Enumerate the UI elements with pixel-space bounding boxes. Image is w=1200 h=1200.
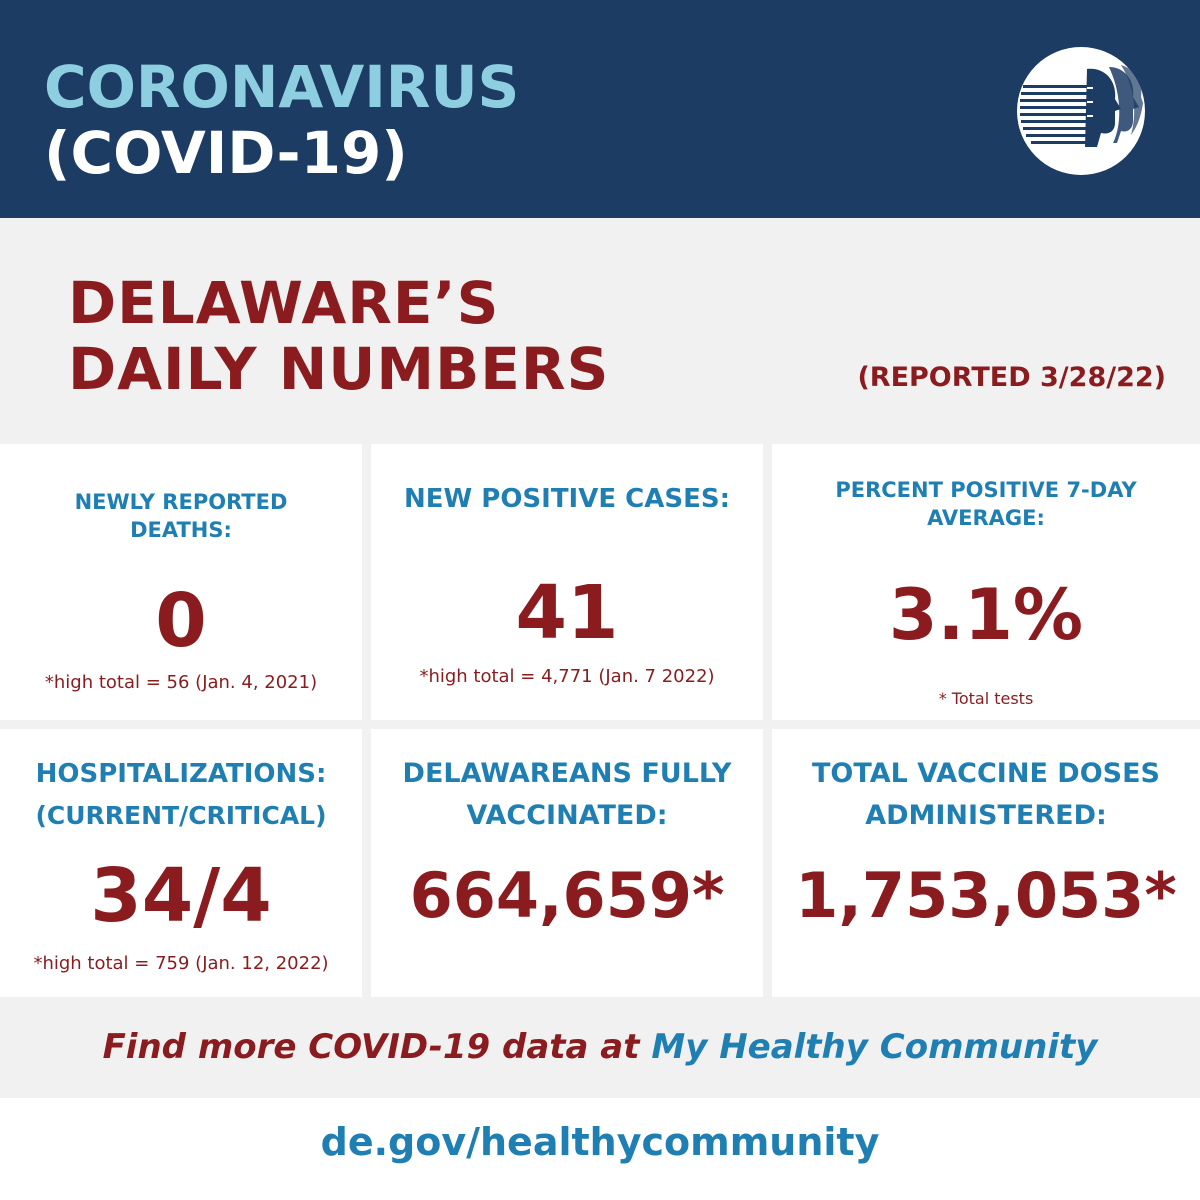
stat-card-percent-positive — [772, 444, 1200, 720]
stat-value-hospitalizations: 34/4 — [90, 853, 272, 939]
stat-label-hospitalizations-line1: HOSPITALIZATIONS: — [35, 759, 327, 789]
footer-message — [0, 1027, 1200, 1067]
stat-label-vaccinated-line1: DELAWAREANS FULLY — [402, 758, 732, 789]
stat-note-deaths: *high total = 56 (Jan. 4, 2021) — [44, 672, 318, 693]
stat-note-cases: *high total = 4,771 (Jan. 7 2022) — [419, 666, 715, 687]
reported-date: (REPORTED 3/28/22) — [857, 362, 1166, 393]
stat-label-percent-positive: PERCENT POSITIVE 7-DAY AVERAGE: — [835, 478, 1137, 530]
my-healthy-community-link[interactable]: My Healthy Community — [651, 1027, 1098, 1067]
stats-grid — [0, 440, 1200, 1000]
stat-label-doses-line2: ADMINISTERED: — [865, 800, 1107, 831]
stat-note-hospitalizations: *high total = 759 (Jan. 12, 2022) — [33, 953, 329, 974]
header-title-line1: CORONAVIRUS — [44, 53, 520, 121]
stat-card-vaccine-doses — [772, 729, 1200, 997]
stat-label-vaccinated-line2: VACCINATED: — [466, 800, 668, 831]
stat-note-percent-positive: * Total tests — [938, 689, 1034, 708]
page-title-line1: DELAWARE’S — [68, 269, 500, 337]
stat-value-cases: 41 — [515, 570, 619, 656]
stat-value-percent-positive: 3.1% — [888, 574, 1084, 656]
profile-heads-logo-icon — [1017, 47, 1145, 175]
header-banner — [0, 0, 1200, 218]
stat-label-deaths: NEWLY REPORTED DEATHS: — [74, 490, 288, 542]
stat-label-doses-line1: TOTAL VACCINE DOSES — [812, 758, 1160, 789]
stat-label-hospitalizations-line2: (CURRENT/CRITICAL) — [35, 801, 327, 830]
stat-card-cases — [371, 444, 763, 720]
healthy-community-url[interactable]: de.gov/healthycommunity — [320, 1120, 880, 1164]
stat-value-deaths: 0 — [155, 578, 207, 664]
footer-prefix: Find more COVID-19 data at — [102, 1027, 640, 1067]
header-title-line2: (COVID-19) — [44, 119, 408, 187]
title-section — [0, 218, 1200, 440]
page-title-line2: DAILY NUMBERS — [68, 335, 610, 403]
stat-value-doses: 1,753,053* — [795, 859, 1177, 932]
stat-card-fully-vaccinated — [371, 729, 763, 997]
stat-card-deaths — [0, 444, 362, 720]
stat-label-cases: NEW POSITIVE CASES: — [404, 484, 730, 514]
stat-card-hospitalizations — [0, 729, 362, 997]
stat-value-vaccinated: 664,659* — [409, 859, 725, 932]
footer-banner — [0, 1000, 1200, 1098]
